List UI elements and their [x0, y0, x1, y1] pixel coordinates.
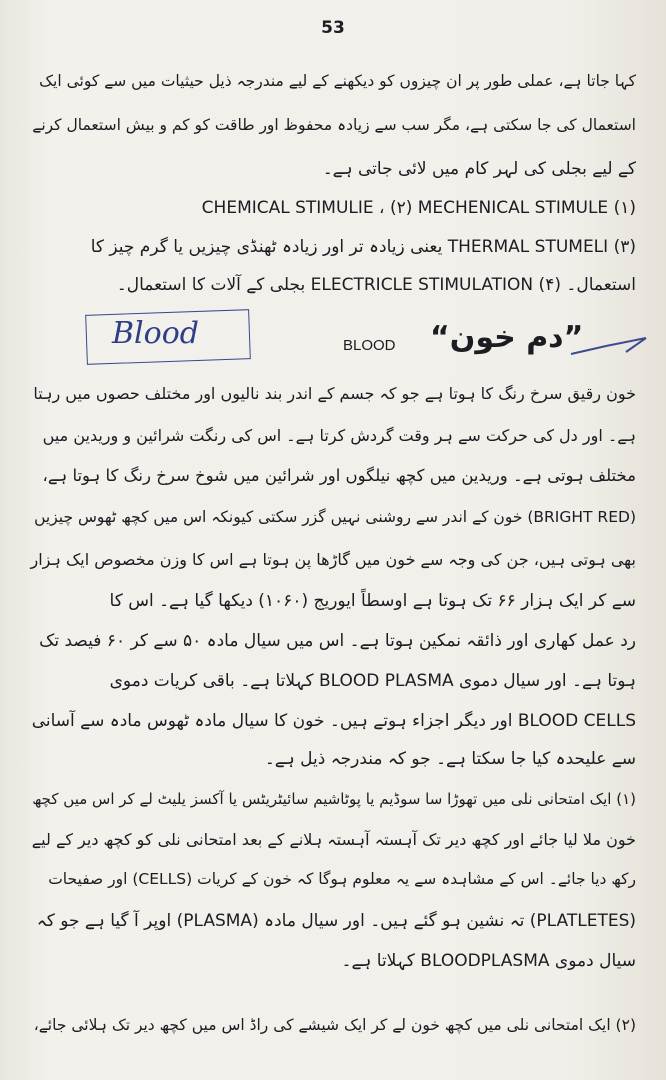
- text-line: ہے۔ اور دل کی حرکت سے ہر وقت گردش کرتا ہے۔ اس کی رنگت شرائین و وریدین میں: [42, 426, 636, 445]
- text-line: سے کر ایک ہزار ۶۶ تک ہوتا ہے اوسطاً ایوریج (۱۰۶۰) دیکھا گیا ہے۔ اس کا: [109, 591, 636, 611]
- text-line: بھی ہوتی ہیں، جن کی وجہ سے خون میں گاڑھا پن ہوتا ہے اس کا وزن مخصوص ایک ہزار: [30, 550, 636, 569]
- page-number: 53: [321, 18, 345, 38]
- text-line: (BRIGHT RED) خون کے اندر سے روشنی نہیں گزر سکتی کیونکہ اس میں کچھ ٹھوس چیزیں: [34, 508, 636, 526]
- text-line: رد عمل کھاری اور ذائقہ نمکین ہوتا ہے۔ اس میں سیال مادہ ۵۰ سے کر ۶۰ فیصد تک: [39, 631, 636, 651]
- text-line: خون ملا لیا جائے اور کچھ دیر تک آہستہ آہستہ ہلانے کے بعد امتحانی نلی کو کچھ دیر کے لیے: [31, 830, 636, 849]
- pen-mark: [566, 332, 656, 362]
- text-line: کہا جاتا ہے، عملی طور پر ان چیزوں کو دیکھنے کے لیے مندرجہ ذیل حیثیات میں سے کوئی ایک: [39, 72, 636, 90]
- text-line: رکھ دیا جائے۔ اس کے مشاہدہ سے یہ معلوم ہوگا کہ خون کے کریات (CELLS) اور صفیحات: [48, 870, 636, 888]
- handwritten-stamp-text: Blood: [112, 316, 199, 351]
- text-line: خون رقیق سرخ رنگ کا ہوتا ہے جو کہ جسم کے اندر بند نالیوں اور مختلف حصوں میں رہتا: [33, 384, 636, 403]
- text-line: سے علیحدہ کیا جا سکتا ہے۔ جو کہ مندرجہ ذیل ہے۔: [264, 749, 636, 769]
- text-line: (۱) CHEMICAL STIMULIE ، (۲) MECHENICAL STIMULE: [201, 198, 636, 218]
- text-line: استعمال کی جا سکتی ہے، مگر سب سے زیادہ محفوظ اور طاقت کو کم و بیش استعمال کرنے: [32, 116, 636, 134]
- text-line: ہوتا ہے۔ اور سیال دموی BLOOD PLASMA کہلاتا ہے۔ باقی کریات دموی: [109, 671, 636, 691]
- text-line: کے لیے بجلی کی لہر کام میں لائی جاتی ہے۔: [322, 159, 636, 179]
- text-line: (۲) ایک امتحانی نلی میں کچھ خون لے کر ایک شیشے کی راڈ اس میں کچھ دیر تک ہلائی جائے،: [33, 1016, 636, 1034]
- text-line: استعمال۔ (۴) ELECTRICLE STIMULATION بجلی کے آلات کا استعمال۔: [116, 275, 636, 295]
- text-line: مختلف ہوتی ہے۔ وریدین میں کچھ نیلگوں اور شرائین میں شوخ سرخ رنگ کا ہوتا ہے،: [42, 466, 636, 485]
- text-line: (PLATLETES) تہ نشین ہو گئے ہیں۔ اور سیال مادہ (PLASMA) اوپر آ گیا ہے جو کہ: [36, 911, 636, 931]
- section-heading-urdu: ”دم خون“: [430, 320, 584, 355]
- text-line: BLOOD CELLS اور دیگر اجزاء ہوتے ہیں۔ خون کا سیال مادہ ٹھوس مادہ سے آسانی: [31, 711, 636, 731]
- text-line: سیال دموی BLOODPLASMA کہلاتا ہے۔: [341, 951, 636, 971]
- text-line: (۳) THERMAL STUMELI یعنی زیادہ تر اور زیادہ ٹھنڈی چیزیں یا گرم چیز کا: [90, 237, 636, 257]
- section-heading-latin: BLOOD: [343, 337, 396, 354]
- text-line: (۱) ایک امتحانی نلی میں تھوڑا سا سوڈیم یا پوٹاشیم سائیٹریٹس یا آکسز یلیٹ لے کر اس میں کچھ: [32, 790, 636, 808]
